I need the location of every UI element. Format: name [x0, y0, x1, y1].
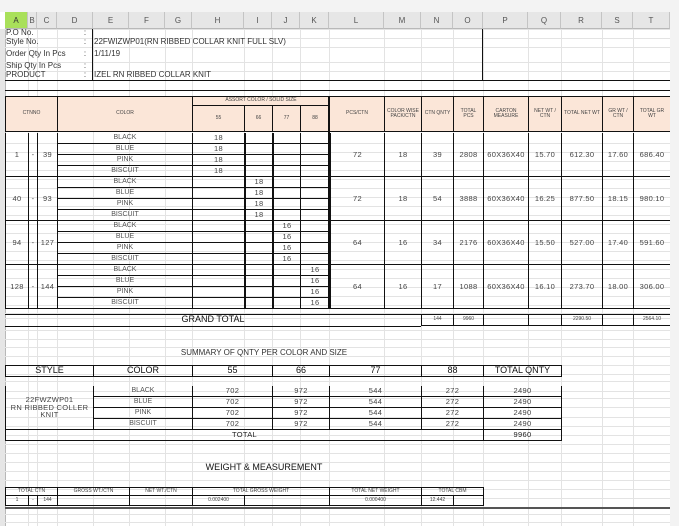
- size-qty-cell: [192, 276, 244, 287]
- summary-qty-total: 2490: [483, 397, 561, 408]
- weight-net-ctn-value: [129, 496, 192, 506]
- column-header-e[interactable]: E: [93, 12, 129, 29]
- size-qty-cell: [244, 221, 272, 232]
- grand-total-net: 2290.50: [561, 314, 602, 326]
- colon: :: [83, 71, 87, 80]
- ctn-to: 93: [37, 177, 57, 221]
- weight-header-gross-wt-ctn: GROSS WT./CTN: [57, 487, 129, 496]
- size-qty-cell: [300, 144, 329, 155]
- summary-qty-s55: 702: [192, 408, 272, 419]
- summary-qty-s88: 272: [421, 419, 483, 430]
- size-qty-cell: [244, 265, 272, 276]
- size-qty-cell: [192, 232, 244, 243]
- packing-measure: 60X36X40: [483, 133, 528, 177]
- packing-total-gr: 306.00: [633, 265, 670, 309]
- gridline-horizontal: [5, 480, 670, 481]
- size-qty-cell: [192, 298, 244, 309]
- ctn-dash: -: [28, 133, 37, 177]
- header-total-net-wt: TOTAL NET WT: [561, 96, 602, 132]
- summary-qty-s77: 544: [329, 397, 421, 408]
- size-qty-cell: [300, 254, 329, 265]
- packing-pcs-ctn: 72: [329, 133, 384, 177]
- info-bottom-border: [5, 80, 670, 81]
- size-qty-cell: [244, 243, 272, 254]
- header-size-77: 77: [272, 106, 300, 132]
- size-qty-cell: [192, 188, 244, 199]
- ctn-dash: -: [28, 221, 37, 265]
- grand-total-empty: [483, 314, 528, 326]
- header-color: COLOR: [57, 96, 192, 132]
- gridline-horizontal: [5, 29, 670, 30]
- packing-measure: 60X36X40: [483, 177, 528, 221]
- info-product-value[interactable]: IZEL RN RIBBED COLLAR KNIT: [94, 71, 212, 80]
- table-top-border: [5, 90, 670, 91]
- size-qty-cell: 16: [272, 254, 300, 265]
- size-qty-cell: [192, 177, 244, 188]
- size-qty-cell: [300, 221, 329, 232]
- ctn-to: 144: [37, 265, 57, 309]
- ctn-dash: -: [28, 177, 37, 221]
- size-qty-cell: [300, 188, 329, 199]
- grand-total-empty: [528, 314, 561, 326]
- packing-total-net: 877.50: [561, 177, 602, 221]
- weight-total-net-value: 0.000400: [329, 496, 421, 506]
- size-qty-cell: [272, 199, 300, 210]
- weight-total-gross-value: 0.002400: [192, 496, 244, 506]
- color-cell: BLACK: [57, 265, 192, 276]
- summary-qty-s66: 972: [272, 408, 329, 419]
- size-qty-cell: [300, 133, 329, 144]
- summary-header-right: [561, 365, 562, 377]
- size-qty-cell: [192, 265, 244, 276]
- summary-qty-s88: 272: [421, 408, 483, 419]
- size-qty-cell: [300, 166, 329, 177]
- packing-net-wt: 16.10: [528, 265, 561, 309]
- ctn-dash: -: [28, 265, 37, 309]
- weight-header-total-gross: TOTAL GROSS WEIGHT: [192, 487, 329, 496]
- summary-header-66: 66: [272, 365, 329, 377]
- header-assort: ASSORT COLOR / SOLID SIZE: [192, 96, 329, 106]
- size-qty-cell: [244, 133, 272, 144]
- column-header-r[interactable]: R: [561, 12, 602, 29]
- packing-total-net: 612.30: [561, 133, 602, 177]
- size-qty-cell: 16: [272, 221, 300, 232]
- size-qty-cell: 16: [272, 232, 300, 243]
- size-qty-cell: [244, 232, 272, 243]
- packing-measure: 60X36X40: [483, 221, 528, 265]
- weight-to: 144: [37, 496, 57, 506]
- ctn-from: 1: [5, 133, 28, 177]
- summary-header-77: 77: [329, 365, 421, 377]
- gridline-horizontal: [5, 514, 670, 515]
- column-header-b[interactable]: B: [28, 12, 37, 29]
- gridline-horizontal: [5, 381, 670, 382]
- summary-qty-s88: 272: [421, 386, 483, 397]
- summary-header-total-qnty: TOTAL QNTY: [483, 365, 561, 377]
- size-qty-cell: [272, 177, 300, 188]
- packing-ctn-qnty: 54: [421, 177, 453, 221]
- header-total-pcs: TOTAL PCS: [453, 96, 483, 132]
- packing-measure: 60X36X40: [483, 265, 528, 309]
- info-product-label: PRODUCT: [6, 71, 46, 80]
- size-qty-cell: 18: [244, 199, 272, 210]
- weight-gross-ctn-value: [57, 496, 129, 506]
- spreadsheet-grid[interactable]: [0, 12, 670, 526]
- grand-total-pcs: 9960: [453, 314, 483, 326]
- summary-title: SUMMARY OF QNTY PER COLOR AND SIZE: [180, 348, 348, 357]
- summary-qty-s77: 544: [329, 386, 421, 397]
- column-header-i[interactable]: I: [244, 12, 272, 29]
- grand-total-ctn: 144: [421, 314, 453, 326]
- summary-qty-s55: 702: [192, 397, 272, 408]
- summary-qty-s88: 272: [421, 397, 483, 408]
- packing-gr-wt: 18.15: [602, 177, 633, 221]
- weight-header-net-wt-ctn: NET WT./CTN: [129, 487, 192, 496]
- info-ship-label: Ship Qty In Pcs: [6, 62, 62, 71]
- header-color-wise: COLOR WISE PACK/CTN: [384, 96, 421, 132]
- size-qty-cell: [272, 144, 300, 155]
- header-gr-wt-ctn: GR WT / CTN: [602, 96, 633, 132]
- summary-qty-total: 2490: [483, 386, 561, 397]
- packing-net-wt: 16.25: [528, 177, 561, 221]
- size-qty-cell: 18: [192, 166, 244, 177]
- packing-net-wt: 15.70: [528, 133, 561, 177]
- weight-bottom-thick: [5, 507, 670, 509]
- summary-color: BISCUIT: [93, 419, 192, 430]
- header-ctn-qnty: CTN QNTY: [421, 96, 453, 132]
- column-header-q[interactable]: Q: [528, 12, 561, 29]
- summary-total-label: TOTAL: [5, 430, 483, 441]
- column-header-l[interactable]: L: [329, 12, 384, 29]
- size-qty-cell: [244, 276, 272, 287]
- info-style-label: Style No.: [6, 38, 39, 47]
- column-header-m[interactable]: M: [384, 12, 421, 29]
- column-header-s[interactable]: S: [602, 12, 633, 29]
- packing-color-wise: 18: [384, 177, 421, 221]
- packing-total-gr: 591.60: [633, 221, 670, 265]
- packing-net-wt: 15.50: [528, 221, 561, 265]
- column-header-k[interactable]: K: [300, 12, 329, 29]
- summary-style: [5, 386, 93, 430]
- summary-qty-s77: 544: [329, 419, 421, 430]
- column-header-t[interactable]: T: [633, 12, 670, 29]
- summary-style-line: RN RIBBED COLLER: [10, 402, 89, 412]
- size-qty-cell: 18: [192, 133, 244, 144]
- gridline-horizontal: [5, 453, 670, 454]
- column-header-a[interactable]: A: [5, 12, 28, 29]
- weight-total-cbm-value: 12.442: [421, 496, 453, 506]
- size-qty-cell: [272, 188, 300, 199]
- color-cell: PINK: [57, 199, 192, 210]
- column-header-f[interactable]: F: [129, 12, 165, 29]
- summary-header-55: 55: [192, 365, 272, 377]
- size-qty-cell: 18: [244, 177, 272, 188]
- size-qty-cell: [192, 243, 244, 254]
- column-header-n[interactable]: N: [421, 12, 453, 29]
- size-qty-cell: [244, 254, 272, 265]
- info-order-label: Order Qty In Pcs: [6, 49, 66, 59]
- weight-from: 1: [5, 496, 28, 506]
- packing-total-net: 273.70: [561, 265, 602, 309]
- info-divider: [92, 29, 93, 80]
- size-qty-cell: [272, 155, 300, 166]
- packing-total-pcs: 3888: [453, 177, 483, 221]
- size-qty-cell: 18: [192, 155, 244, 166]
- color-cell: BLUE: [57, 232, 192, 243]
- weight-header-total-net: TOTAL NET WEIGHT: [329, 487, 421, 496]
- size-qty-cell: [300, 210, 329, 221]
- packing-ctn-qnty: 34: [421, 221, 453, 265]
- summary-style-line: KNIT: [40, 410, 59, 420]
- ctn-from: 94: [5, 221, 28, 265]
- packing-ctn-qnty: 39: [421, 133, 453, 177]
- color-cell: BLUE: [57, 144, 192, 155]
- summary-qty-s55: 702: [192, 386, 272, 397]
- color-cell: BLACK: [57, 221, 192, 232]
- summary-qty-total: 2490: [483, 408, 561, 419]
- size-qty-cell: [300, 177, 329, 188]
- size-qty-cell: [272, 133, 300, 144]
- color-cell: BLUE: [57, 188, 192, 199]
- colon: :: [83, 49, 87, 59]
- header-size-55: 55: [192, 106, 244, 132]
- summary-header-color: COLOR: [93, 365, 192, 377]
- weight-empty: [453, 496, 483, 506]
- packing-total-pcs: 2176: [453, 221, 483, 265]
- colon: :: [83, 29, 87, 38]
- size-qty-cell: 18: [244, 210, 272, 221]
- header-size-88: 88: [300, 106, 329, 132]
- packing-gr-wt: 18.00: [602, 265, 633, 309]
- size-qty-cell: [300, 232, 329, 243]
- packing-total-net: 527.00: [561, 221, 602, 265]
- packing-total-gr: 980.10: [633, 177, 670, 221]
- summary-qty-s55: 702: [192, 419, 272, 430]
- size-qty-cell: 16: [300, 265, 329, 276]
- packing-total-pcs: 2808: [453, 133, 483, 177]
- summary-right-border: [561, 386, 562, 441]
- packing-pcs-ctn: 64: [329, 265, 384, 309]
- weight-empty: [244, 496, 329, 506]
- size-qty-cell: [192, 210, 244, 221]
- packing-color-wise: 16: [384, 265, 421, 309]
- color-cell: BISCUIT: [57, 298, 192, 309]
- summary-header-88: 88: [421, 365, 483, 377]
- weight-right-border: [483, 487, 484, 506]
- color-cell: BISCUIT: [57, 210, 192, 221]
- header-carton-measure: CARTON MEASURE: [483, 96, 528, 132]
- size-qty-cell: [272, 265, 300, 276]
- header-total-gr-wt: TOTAL GR WT: [633, 96, 670, 132]
- summary-qty-s66: 972: [272, 386, 329, 397]
- column-header-h[interactable]: H: [192, 12, 244, 29]
- summary-color: BLACK: [93, 386, 192, 397]
- summary-qty-s66: 972: [272, 397, 329, 408]
- packing-color-wise: 18: [384, 133, 421, 177]
- grand-total-gross: 2564.10: [633, 314, 670, 326]
- size-qty-cell: [272, 210, 300, 221]
- size-qty-cell: [244, 287, 272, 298]
- size-qty-cell: [192, 199, 244, 210]
- info-divider: [482, 29, 483, 80]
- column-header-c[interactable]: C: [37, 12, 57, 29]
- column-header-g[interactable]: G: [165, 12, 192, 29]
- summary-qty-s77: 544: [329, 408, 421, 419]
- color-cell: BISCUIT: [57, 166, 192, 177]
- size-qty-cell: [272, 287, 300, 298]
- column-header-d[interactable]: D: [57, 12, 93, 29]
- summary-style-line: 22FWZWP01: [25, 394, 74, 404]
- size-qty-cell: [192, 254, 244, 265]
- colon: :: [83, 62, 87, 71]
- gridline-horizontal: [5, 330, 670, 331]
- color-cell: PINK: [57, 243, 192, 254]
- size-qty-cell: 18: [192, 144, 244, 155]
- info-order-value[interactable]: 1/11/19: [94, 49, 121, 59]
- ctn-to: 127: [37, 221, 57, 265]
- size-qty-cell: [272, 166, 300, 177]
- size-qty-cell: 16: [300, 298, 329, 309]
- summary-qty-total: 2490: [483, 419, 561, 430]
- gridline-horizontal: [5, 62, 670, 63]
- header-pcs-ctn: PCS/CTN: [329, 96, 384, 132]
- packing-color-wise: 16: [384, 221, 421, 265]
- size-qty-cell: [192, 287, 244, 298]
- size-qty-cell: 16: [300, 276, 329, 287]
- column-header-p[interactable]: P: [483, 12, 528, 29]
- header-net-wt-ctn: NET WT / CTN: [528, 96, 561, 132]
- color-cell: BLUE: [57, 276, 192, 287]
- color-cell: BLACK: [57, 133, 192, 144]
- packing-ctn-qnty: 17: [421, 265, 453, 309]
- gridline-horizontal: [5, 444, 670, 445]
- size-qty-cell: [300, 243, 329, 254]
- column-header-j[interactable]: J: [272, 12, 300, 29]
- size-qty-cell: [244, 298, 272, 309]
- summary-color: BLUE: [93, 397, 192, 408]
- ctn-from: 128: [5, 265, 28, 309]
- info-style-value[interactable]: 22FWIZWP01(RN RIBBED COLLAR KNIT FULL SLV): [94, 38, 286, 47]
- summary-header-style: STYLE: [5, 365, 93, 377]
- weight-header-total-ctn: TOTAL CTN: [5, 487, 57, 496]
- weight-header-total-cbm: TOTAL CBM: [421, 487, 483, 496]
- weight-title: WEIGHT & MEASUREMENT: [205, 462, 323, 472]
- size-qty-cell: 16: [300, 287, 329, 298]
- summary-color: PINK: [93, 408, 192, 419]
- grand-total-empty: [602, 314, 633, 326]
- summary-total-value: 9960: [483, 430, 561, 441]
- gridline-horizontal: [5, 339, 670, 340]
- packing-total-gr: 686.40: [633, 133, 670, 177]
- size-qty-cell: [244, 144, 272, 155]
- color-cell: PINK: [57, 287, 192, 298]
- header-ctn-no: CTNNO: [5, 96, 57, 132]
- size-qty-cell: [244, 166, 272, 177]
- header-size-66: 66: [244, 106, 272, 132]
- packing-pcs-ctn: 64: [329, 221, 384, 265]
- colon: :: [83, 38, 87, 47]
- size-qty-cell: [300, 155, 329, 166]
- summary-qty-s66: 972: [272, 419, 329, 430]
- color-cell: BLACK: [57, 177, 192, 188]
- size-qty-cell: 16: [272, 243, 300, 254]
- packing-gr-wt: 17.60: [602, 133, 633, 177]
- packing-pcs-ctn: 72: [329, 177, 384, 221]
- grand-total-bottom: [5, 326, 421, 327]
- size-qty-cell: 18: [244, 188, 272, 199]
- table-thick-divider: [328, 96, 330, 309]
- packing-total-pcs: 1088: [453, 265, 483, 309]
- gridline-horizontal: [5, 522, 670, 523]
- size-qty-cell: [300, 199, 329, 210]
- size-qty-cell: [244, 155, 272, 166]
- color-cell: PINK: [57, 155, 192, 166]
- packing-gr-wt: 17.40: [602, 221, 633, 265]
- weight-dash: -: [28, 496, 37, 506]
- info-po-label: P.O No.: [6, 29, 34, 38]
- ctn-to: 39: [37, 133, 57, 177]
- size-qty-cell: [272, 298, 300, 309]
- grand-total-label: GRAND TOTAL: [181, 314, 245, 325]
- column-header-o[interactable]: O: [453, 12, 483, 29]
- color-cell: BISCUIT: [57, 254, 192, 265]
- ctn-from: 40: [5, 177, 28, 221]
- size-qty-cell: [192, 221, 244, 232]
- size-qty-cell: [272, 276, 300, 287]
